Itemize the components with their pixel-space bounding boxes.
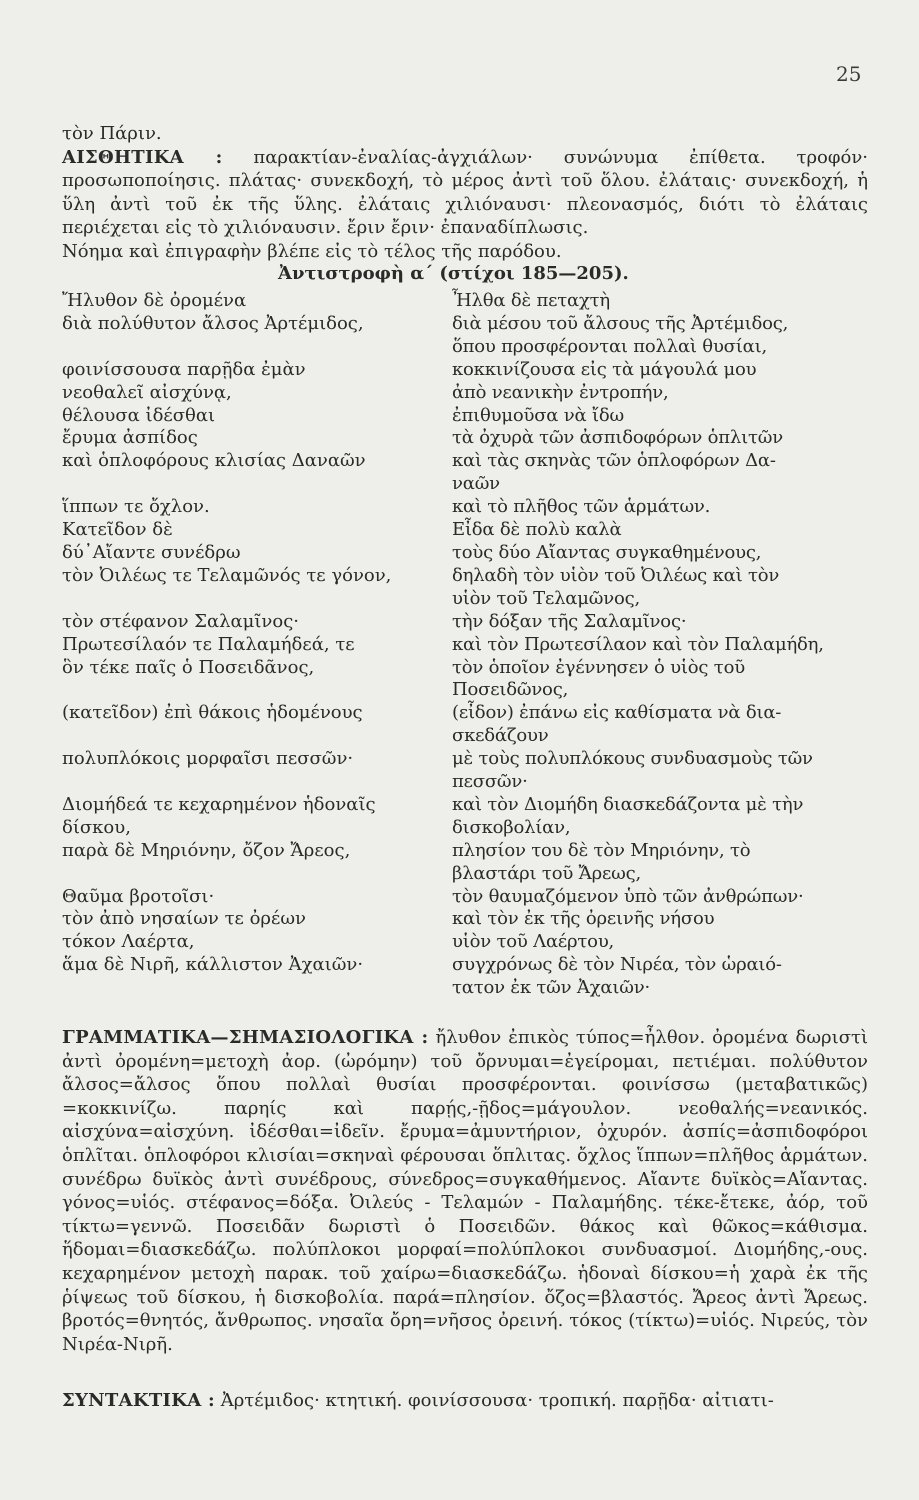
noima-line: Νόημα καὶ ἐπιγραφὴν βλέπε εἰς τὸ τέλος τῆς παρόδου. bbox=[62, 240, 562, 262]
verse-original bbox=[62, 977, 452, 1000]
verse-translation: δηλαδὴ τὸν υἱὸν τοῦ Ὀιλέως καὶ τὸν bbox=[452, 564, 780, 586]
verse-table bbox=[62, 290, 868, 1000]
aisthetika-text: παρακτίαν-ἐναλίας-ἀγχιάλων· συνώνυμα ἐπίθετα. τροφόν· προσωποποίησις. πλάτας· συνεκδοχή, τὸ μέρος ἀντὶ τοῦ ὅλου. ἐλάταις· συνεκδοχή, ἡ ὕλη ἀντὶ τοῦ ἐκ τῆς ὕλης. ἐλάταις χιλιόναυσι· πλεονασμός, διότι τὸ ἐλάταις περιέχεται εἰς τὸ χιλιόναυσιν. ἔριν ἔριν· ἐπαναδίπλωσις. bbox=[62, 146, 868, 238]
verse-row bbox=[62, 748, 868, 771]
syntax-paragraph bbox=[62, 1389, 868, 1413]
verse-original: νεοθαλεῖ αἰσχύνᾳ, bbox=[62, 381, 232, 403]
verse-translation: καὶ τὸν Πρωτεσίλαον καὶ τὸν Παλαμήδη, bbox=[452, 633, 824, 655]
verse-row bbox=[62, 565, 868, 588]
verse-translation: υἱὸν τοῦ Λαέρτου, bbox=[452, 931, 615, 953]
verse-row bbox=[62, 427, 868, 450]
verse-translation: καὶ τὸ πλῆθος τῶν ἁρμάτων. bbox=[452, 496, 711, 518]
verse-translation: σκεδάζουν bbox=[452, 725, 549, 747]
verse-original: τὸν ἀπὸ νησαίων τε ὀρέων bbox=[62, 908, 306, 930]
verse-original: ὃν τέκε παῖς ὁ Ποσειδᾶνος, bbox=[62, 656, 315, 678]
verse-translation: καὶ τὸν Διομήδη διασκεδάζοντα μὲ τὴν bbox=[452, 793, 804, 815]
verse-row bbox=[62, 886, 868, 909]
verse-translation: Ἦλθα δὲ πεταχτὴ bbox=[452, 290, 611, 311]
verse-row bbox=[62, 817, 868, 840]
verse-row bbox=[62, 702, 868, 725]
verse-translation: δισκοβολίαν, bbox=[452, 816, 571, 838]
verse-original: διὰ πολύθυτον ἄλσος Ἀρτέμιδος, bbox=[62, 312, 364, 334]
verse-original: πολυπλόκοις μορφαῖσι πεσσῶν· bbox=[62, 748, 354, 770]
verse-translation: Ποσειδῶνος, bbox=[452, 679, 569, 701]
verse-row bbox=[62, 542, 868, 565]
syntax-heading: ΣΥΝΤΑΚΤΙΚΑ : bbox=[62, 1390, 215, 1411]
verse-translation: ἀπὸ νεανικὴν ἐντροπήν, bbox=[452, 381, 669, 403]
verse-translation: ἐπιθυμοῦσα νὰ ἴδω bbox=[452, 404, 624, 426]
verse-original: τὸν στέφανον Σαλαμῖνος· bbox=[62, 610, 300, 632]
verse-translation: τὸν ὁποῖον ἐγέννησεν ὁ υἱὸς τοῦ bbox=[452, 656, 745, 678]
verse-original: Θαῦμα βροτοῖσι· bbox=[62, 885, 215, 907]
verse-original: ἔρυμα ἀσπίδος bbox=[62, 427, 198, 449]
verse-row bbox=[62, 657, 868, 680]
aisthetika-paragraph bbox=[62, 146, 868, 240]
verse-original: Πρωτεσίλαόν τε Παλαμήδεά, τε bbox=[62, 633, 355, 655]
verse-original: Ἤλυθον δὲ ὀρομένα bbox=[62, 290, 247, 311]
verse-row bbox=[62, 634, 868, 657]
verse-translation: (εἶδον) ἐπάνω εἰς καθίσματα νὰ δια- bbox=[452, 702, 782, 724]
verse-row bbox=[62, 588, 868, 611]
verse-original bbox=[62, 771, 452, 794]
verse-row bbox=[62, 496, 868, 519]
verse-row bbox=[62, 382, 868, 405]
verse-row bbox=[62, 931, 868, 954]
verse-row bbox=[62, 679, 868, 702]
verse-original bbox=[62, 588, 452, 611]
verse-original: ἅμα δὲ Νιρῆ, κάλλιστον Ἀχαιῶν· bbox=[62, 954, 364, 976]
verse-row bbox=[62, 771, 868, 794]
verse-original: θέλουσα ἰδέσθαι bbox=[62, 404, 216, 426]
verse-row bbox=[62, 908, 868, 931]
aisthetika-heading: ΑΙΣΘΗΤΙΚΑ : bbox=[62, 146, 223, 168]
grammar-heading: ΓΡΑΜΜΑΤΙΚΑ—ΣΗΜΑΣΙΟΛΟΓΙΚΑ : bbox=[62, 1027, 429, 1048]
verse-row bbox=[62, 336, 868, 359]
verse-row bbox=[62, 954, 868, 977]
verse-translation: βλαστάρι τοῦ Ἄρεως, bbox=[452, 862, 641, 884]
verse-translation: μὲ τοὺς πολυπλόκους συνδυασμοὺς τῶν bbox=[452, 748, 813, 770]
verse-original: τὸν Ὀιλέως τε Τελαμῶνός τε γόνον, bbox=[62, 564, 392, 586]
verse-translation: συγχρόνως δὲ τὸν Νιρέα, τὸν ὡραιό- bbox=[452, 954, 782, 976]
verse-translation: Εἶδα δὲ πολὺ καλὰ bbox=[452, 519, 622, 541]
verse-row bbox=[62, 611, 868, 634]
verse-original: παρὰ δὲ Μηριόνην, ὄζον Ἄρεος, bbox=[62, 839, 351, 861]
verse-row bbox=[62, 863, 868, 886]
verse-original: (κατεῖδον) ἐπὶ θάκοις ἡδομένους bbox=[62, 702, 363, 724]
verse-row bbox=[62, 473, 868, 496]
verse-original: καὶ ὁπλοφόρους κλισίας Δαναῶν bbox=[62, 450, 366, 472]
verse-translation: υἱὸν τοῦ Τελαμῶνος, bbox=[452, 587, 641, 609]
verse-row bbox=[62, 405, 868, 428]
syntax-text: Ἀρτέμιδος· κτητική. φοινίσσουσα· τροπική. παρῇδα· αἰτιατι- bbox=[220, 1390, 774, 1411]
verse-translation: ὅπου προσφέρονται πολλαὶ θυσίαι, bbox=[452, 335, 767, 357]
verse-original bbox=[62, 336, 452, 359]
verse-original bbox=[62, 473, 452, 496]
verse-translation: κοκκινίζουσα εἰς τὰ μάγουλά μου bbox=[452, 358, 757, 380]
verse-original: φοινίσσουσα παρῇδα ἐμὰν bbox=[62, 358, 306, 380]
verse-row bbox=[62, 450, 868, 473]
verse-translation: τὸν θαυμαζόμενον ὑπὸ τῶν ἀνθρώπων· bbox=[452, 885, 804, 907]
page-number: 25 bbox=[836, 62, 862, 86]
intro-section bbox=[62, 122, 868, 263]
verse-row bbox=[62, 359, 868, 382]
verse-original bbox=[62, 679, 452, 702]
verse-translation: καὶ τὰς σκηνὰς τῶν ὁπλοφόρων Δα- bbox=[452, 450, 776, 472]
verse-original: δύ᾽Αἴαντε συνέδρω bbox=[62, 541, 241, 563]
verse-row bbox=[62, 290, 868, 313]
verse-original: Διομήδεά τε κεχαρημένον ἡδοναῖς bbox=[62, 793, 376, 815]
verse-original bbox=[62, 725, 452, 748]
verse-row bbox=[62, 977, 868, 1000]
grammar-text: ἤλυθον ἐπικὸς τύπος=ἦλθον. ὀρομένα δωριστὶ ἀντὶ ὀρομένη=μετοχὴ ἀορ. (ὠρόμην) τοῦ ὄρνυμαι=ἐγείρομαι, πετιέμαι. πολύθυτον ἄλσος=ἄλσος ὅπου πολλαὶ θυσίαι προσφέρονται. φοινίσσω (μεταβατικῶς) =κοκκινίζω. παρηίς καὶ παρῄς,-ῇδος=μάγουλον. νεοθαλής=νεανικός. αἰσχύνα=αἰσχύνη. ἰδέσθαι=ἰδεῖν. ἔρυμα=ἀμυντήριον, ὀχυρόν. ἀσπίς=ἀσπιδοφόροι ὁπλῖται. ὁπλοφόροι κλισίαι=σκηναὶ φέρουσαι ὅπλιτας. ὄχλος ἵππων=πλῆθος ἁρμάτων. συνέδρω δυϊκὸς ἀντὶ συνέδρους, σύνεδρος=συγκαθήμενος. Αἴαντε δυϊκὸς=Αἴαντας. γόνος=υἱός. στέφανος=δόξα. Ὀιλεύς - Τελαμών - Παλαμήδης. τέκε-ἔτεκε, ἀόρ, τοῦ τίκτω=γεννῶ. Ποσειδᾶν δωριστὶ ὁ Ποσειδῶν. θάκος καὶ θῶκος=κάθισμα. ἥδομαι=διασκεδάζω. πολύπλοκοι μορφαί=πολύπλοκοι συνδυασμοί. Διομήδης,-ους. κεχαρημένον μετοχὴ παρακ. τοῦ χαίρω=διασκεδάζω. ἡδοναὶ δίσκου=ἡ χαρὰ ἐκ τῆς ῥίψεως τοῦ δίσκου, ἡ δισκοβολία. παρά=πλησίον. ὄζος=βλαστός. Ἄρεος ἀντὶ Ἄρεως. βροτός=θνητός, ἄνθρωπος. νησαῖα ὄρη=νῆσος ὀρεινή. τόκος (τίκτω)=υἱός. Νιρεύς, τὸν Νιρέα-Νιρῆ. bbox=[62, 1027, 868, 1355]
verse-translation: τὴν δόξαν τῆς Σαλαμῖνος· bbox=[452, 610, 687, 632]
verse-row bbox=[62, 840, 868, 863]
grammar-section bbox=[62, 1026, 868, 1356]
verse-original: δίσκου, bbox=[62, 816, 131, 838]
verse-row bbox=[62, 725, 868, 748]
verse-translation: πλησίον του δὲ τὸν Μηριόνην, τὸ bbox=[452, 839, 751, 861]
verse-translation: καὶ τὸν ἐκ τῆς ὀρεινῆς νήσου bbox=[452, 908, 715, 930]
verse-row bbox=[62, 313, 868, 336]
intro-line: τὸν Πάριν. bbox=[62, 123, 162, 144]
verse-original: Κατεῖδον δὲ bbox=[62, 519, 173, 541]
verse-original bbox=[62, 863, 452, 886]
verse-translation: τατον ἐκ τῶν Ἀχαιῶν· bbox=[452, 977, 650, 999]
verse-translation: πεσσῶν· bbox=[452, 771, 528, 793]
verse-translation: τὰ ὀχυρὰ τῶν ἀσπιδοφόρων ὁπλιτῶν bbox=[452, 427, 783, 449]
verse-row bbox=[62, 519, 868, 542]
verse-translation: διὰ μέσου τοῦ ἄλσους τῆς Ἀρτέμιδος, bbox=[452, 312, 789, 334]
syntax-section bbox=[62, 1389, 868, 1413]
verse-original: τόκον Λαέρτα, bbox=[62, 931, 195, 953]
grammar-paragraph bbox=[62, 1026, 868, 1356]
verse-translation: ναῶν bbox=[452, 473, 500, 495]
verse-original: ἵππων τε ὄχλον. bbox=[62, 496, 210, 518]
antistrophe-title: Ἀντιστροφὴ α´ (στίχοι 185—205). bbox=[278, 263, 629, 284]
verse-translation: τοὺς δύο Αἴαντας συγκαθημένους, bbox=[452, 541, 762, 563]
verse-row bbox=[62, 794, 868, 817]
